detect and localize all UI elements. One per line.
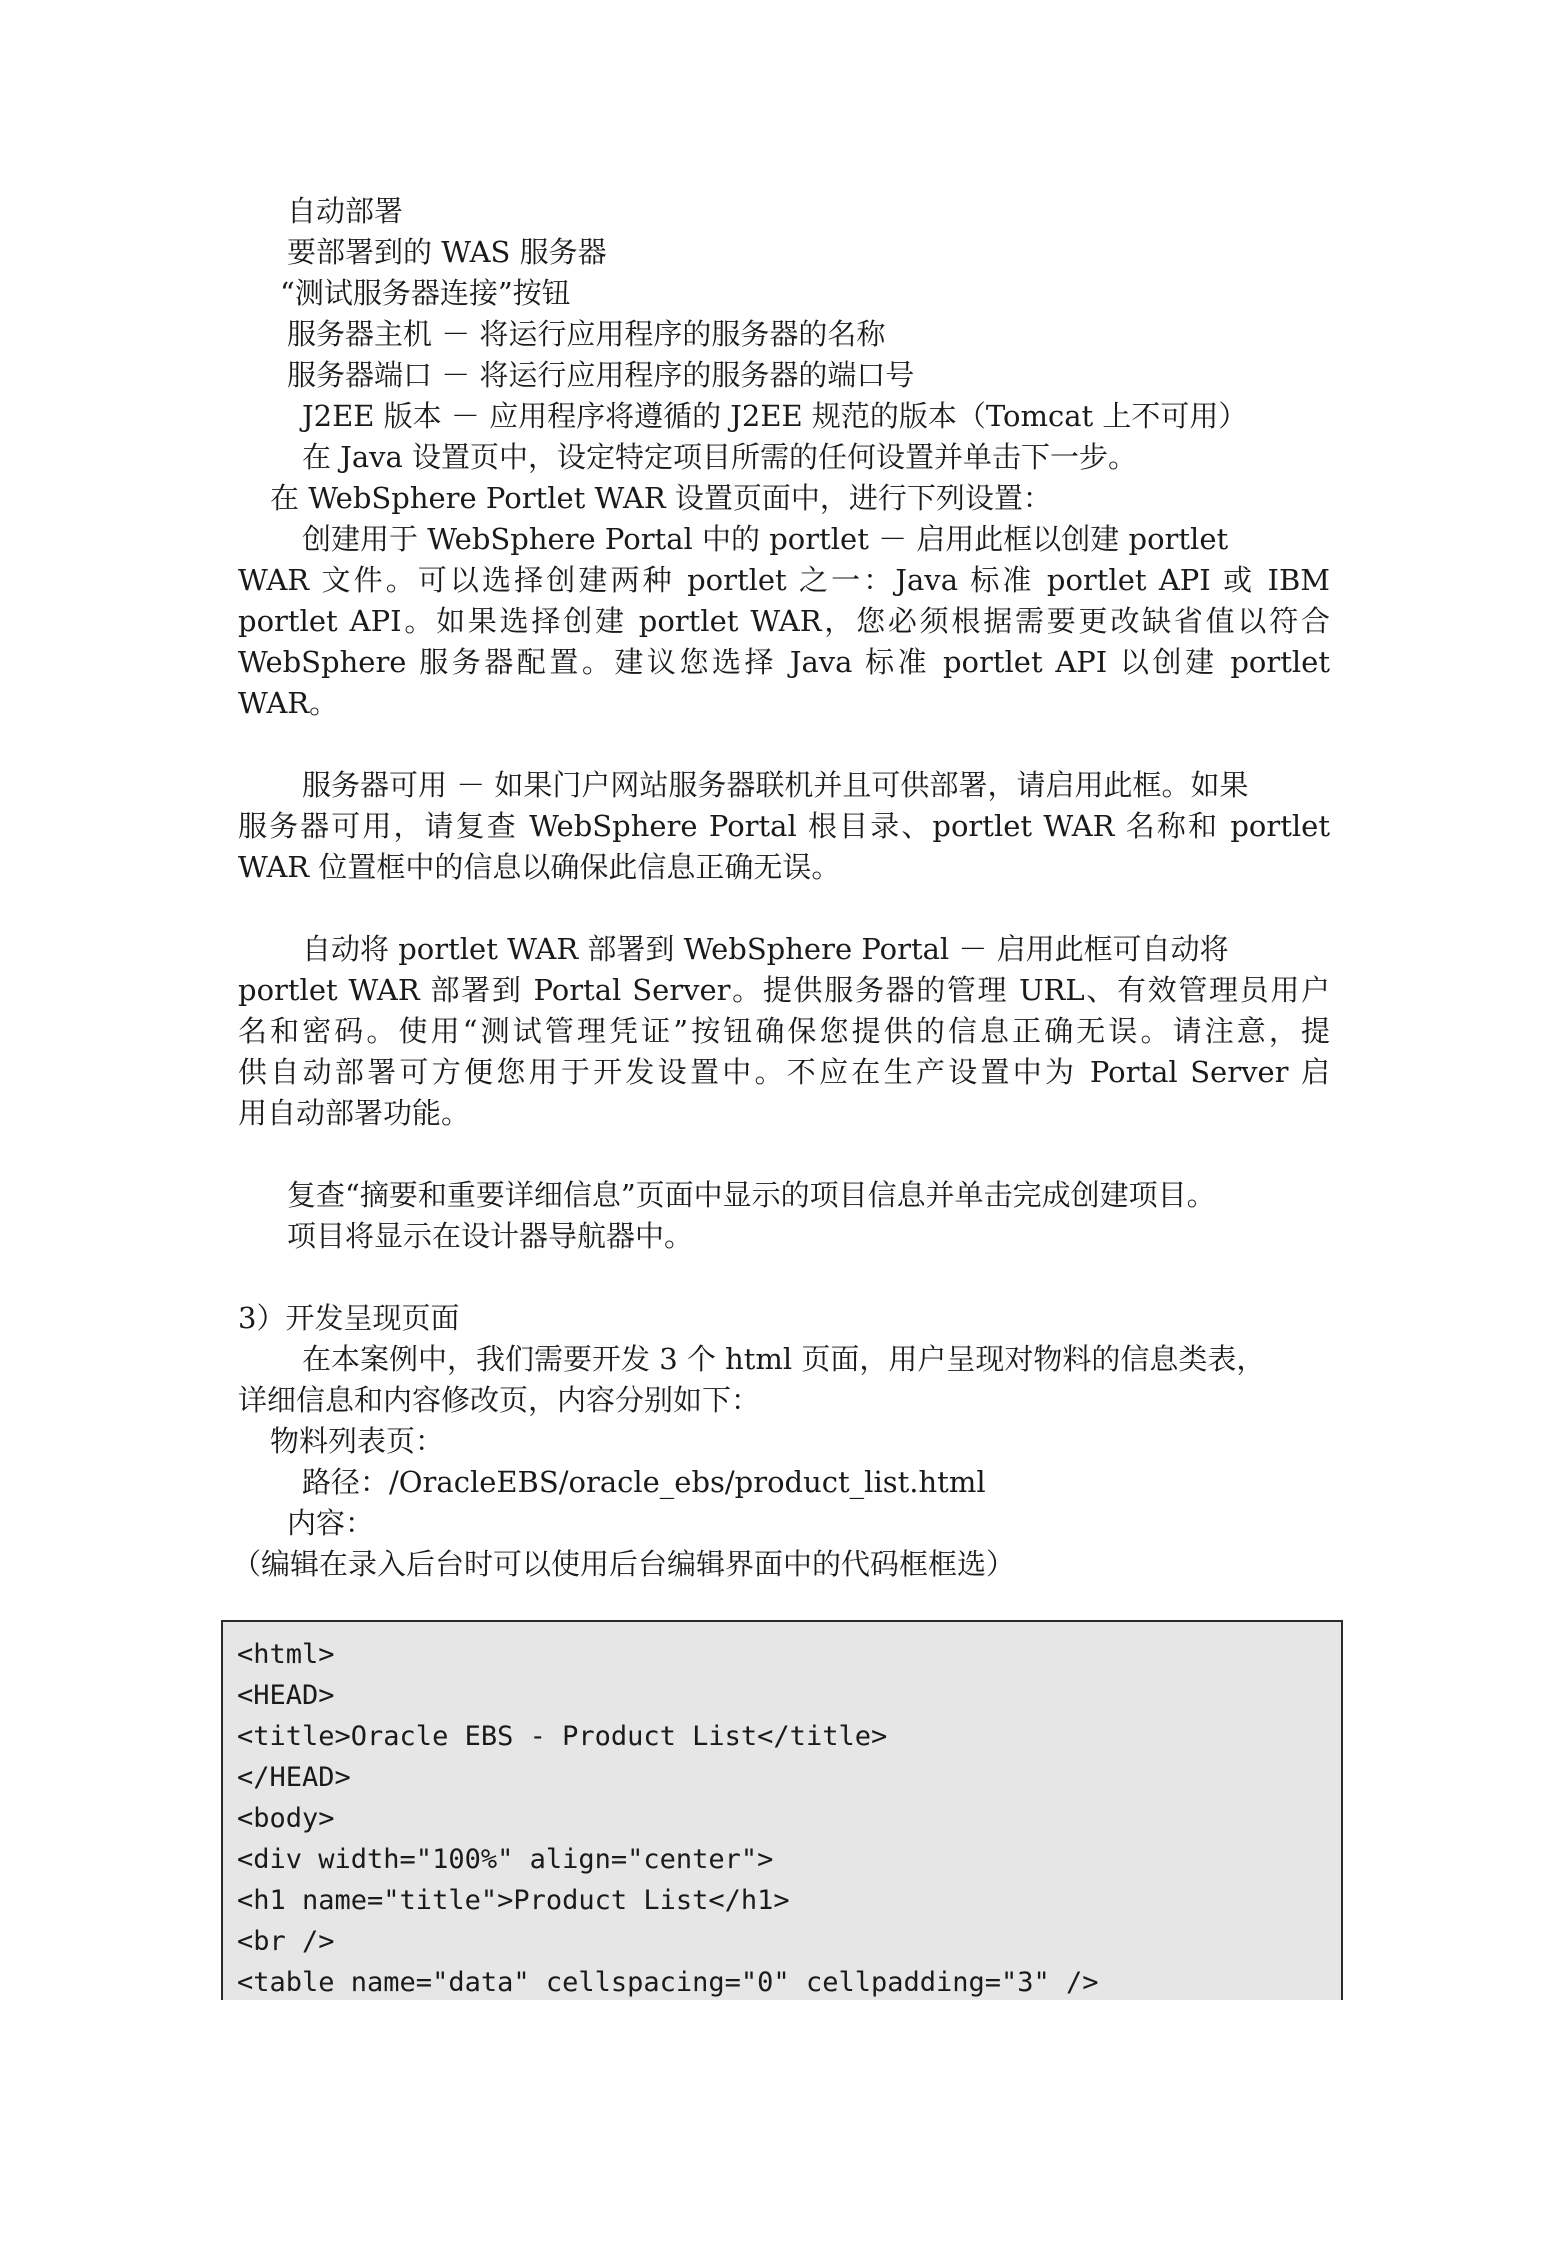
code-line: <div width="100%" align="center">	[237, 1844, 774, 1875]
text-line: （编辑在录入后台时可以使用后台编辑界面中的代码框框选）	[232, 1547, 1016, 1581]
text-line: 在 Java 设置页中，设定特定项目所需的任何设置并单击下一步。	[302, 440, 1138, 474]
text-line: WAR。	[238, 686, 339, 720]
text-line: 项目将显示在设计器导航器中。	[287, 1219, 694, 1253]
text-line: 用自动部署功能。	[238, 1096, 471, 1130]
text-line: portlet WAR 部署到 Portal Server。提供服务器的管理 URL、有效管理员用户	[238, 973, 1330, 1007]
section-heading: 3）开发呈现页面	[238, 1301, 460, 1335]
text-line: 复查“摘要和重要详细信息”页面中显示的项目信息并单击完成创建项目。	[287, 1178, 1216, 1212]
text-line: WebSphere 服务器配置。建议您选择 Java 标准 portlet API 以创建 portlet	[238, 645, 1330, 679]
code-block	[221, 1620, 1343, 2000]
code-line: <body>	[237, 1803, 335, 1834]
text-line: 服务器可用 － 如果门户网站服务器联机并且可供部署，请启用此框。如果	[302, 768, 1249, 802]
code-line: <html>	[237, 1639, 335, 1670]
text-line: 在 WebSphere Portlet WAR 设置页面中，进行下列设置：	[270, 481, 1052, 515]
text-line: 服务器主机 － 将运行应用程序的服务器的名称	[287, 317, 886, 351]
text-line: 供自动部署可方便您用于开发设置中。不应在生产设置中为 Portal Server 启	[238, 1055, 1330, 1089]
text-line: 自动部署	[287, 194, 404, 228]
code-line: <h1 name="title">Product List</h1>	[237, 1885, 790, 1916]
text-line: “测试服务器连接”按钮	[280, 276, 571, 310]
text-line: 内容：	[287, 1506, 375, 1540]
code-line: <title>Oracle EBS - Product List</title>	[237, 1721, 888, 1752]
text-line: 名和密码。使用“测试管理凭证”按钮确保您提供的信息正确无误。请注意，提	[238, 1014, 1330, 1048]
text-line: 服务器端口 － 将运行应用程序的服务器的端口号	[287, 358, 915, 392]
code-line: <HEAD>	[237, 1680, 335, 1711]
text-line: WAR 文件。可以选择创建两种 portlet 之一：Java 标准 portlet API 或 IBM	[238, 563, 1330, 597]
code-line: <br />	[237, 1926, 335, 1957]
text-line: 物料列表页：	[270, 1424, 445, 1458]
text-line: J2EE 版本 － 应用程序将遵循的 J2EE 规范的版本（Tomcat 上不可用）	[302, 399, 1248, 433]
text-line: 自动将 portlet WAR 部署到 WebSphere Portal － 启用此框可自动将	[302, 932, 1229, 966]
code-line: </HEAD>	[237, 1762, 351, 1793]
text-line: portlet API。如果选择创建 portlet WAR，您必须根据需要更改缺省值以符合	[238, 604, 1330, 638]
text-line: 要部署到的 WAS 服务器	[287, 235, 607, 269]
text-line: 创建用于 WebSphere Portal 中的 portlet － 启用此框以创建 portlet	[302, 522, 1229, 556]
code-line: <table name="data" cellspacing="0" cellpadding="3" />	[237, 1967, 1099, 1998]
text-line: 路径：/OracleEBS/oracle_ebs/product_list.html	[302, 1465, 986, 1499]
text-line: 在本案例中，我们需要开发 3 个 html 页面，用户呈现对物料的信息类表，	[302, 1342, 1266, 1376]
text-line: 详细信息和内容修改页，内容分别如下：	[238, 1383, 761, 1417]
text-line: 服务器可用，请复查 WebSphere Portal 根目录、portlet WAR 名称和 portlet	[238, 809, 1330, 843]
text-line: WAR 位置框中的信息以确保此信息正确无误。	[238, 850, 841, 884]
